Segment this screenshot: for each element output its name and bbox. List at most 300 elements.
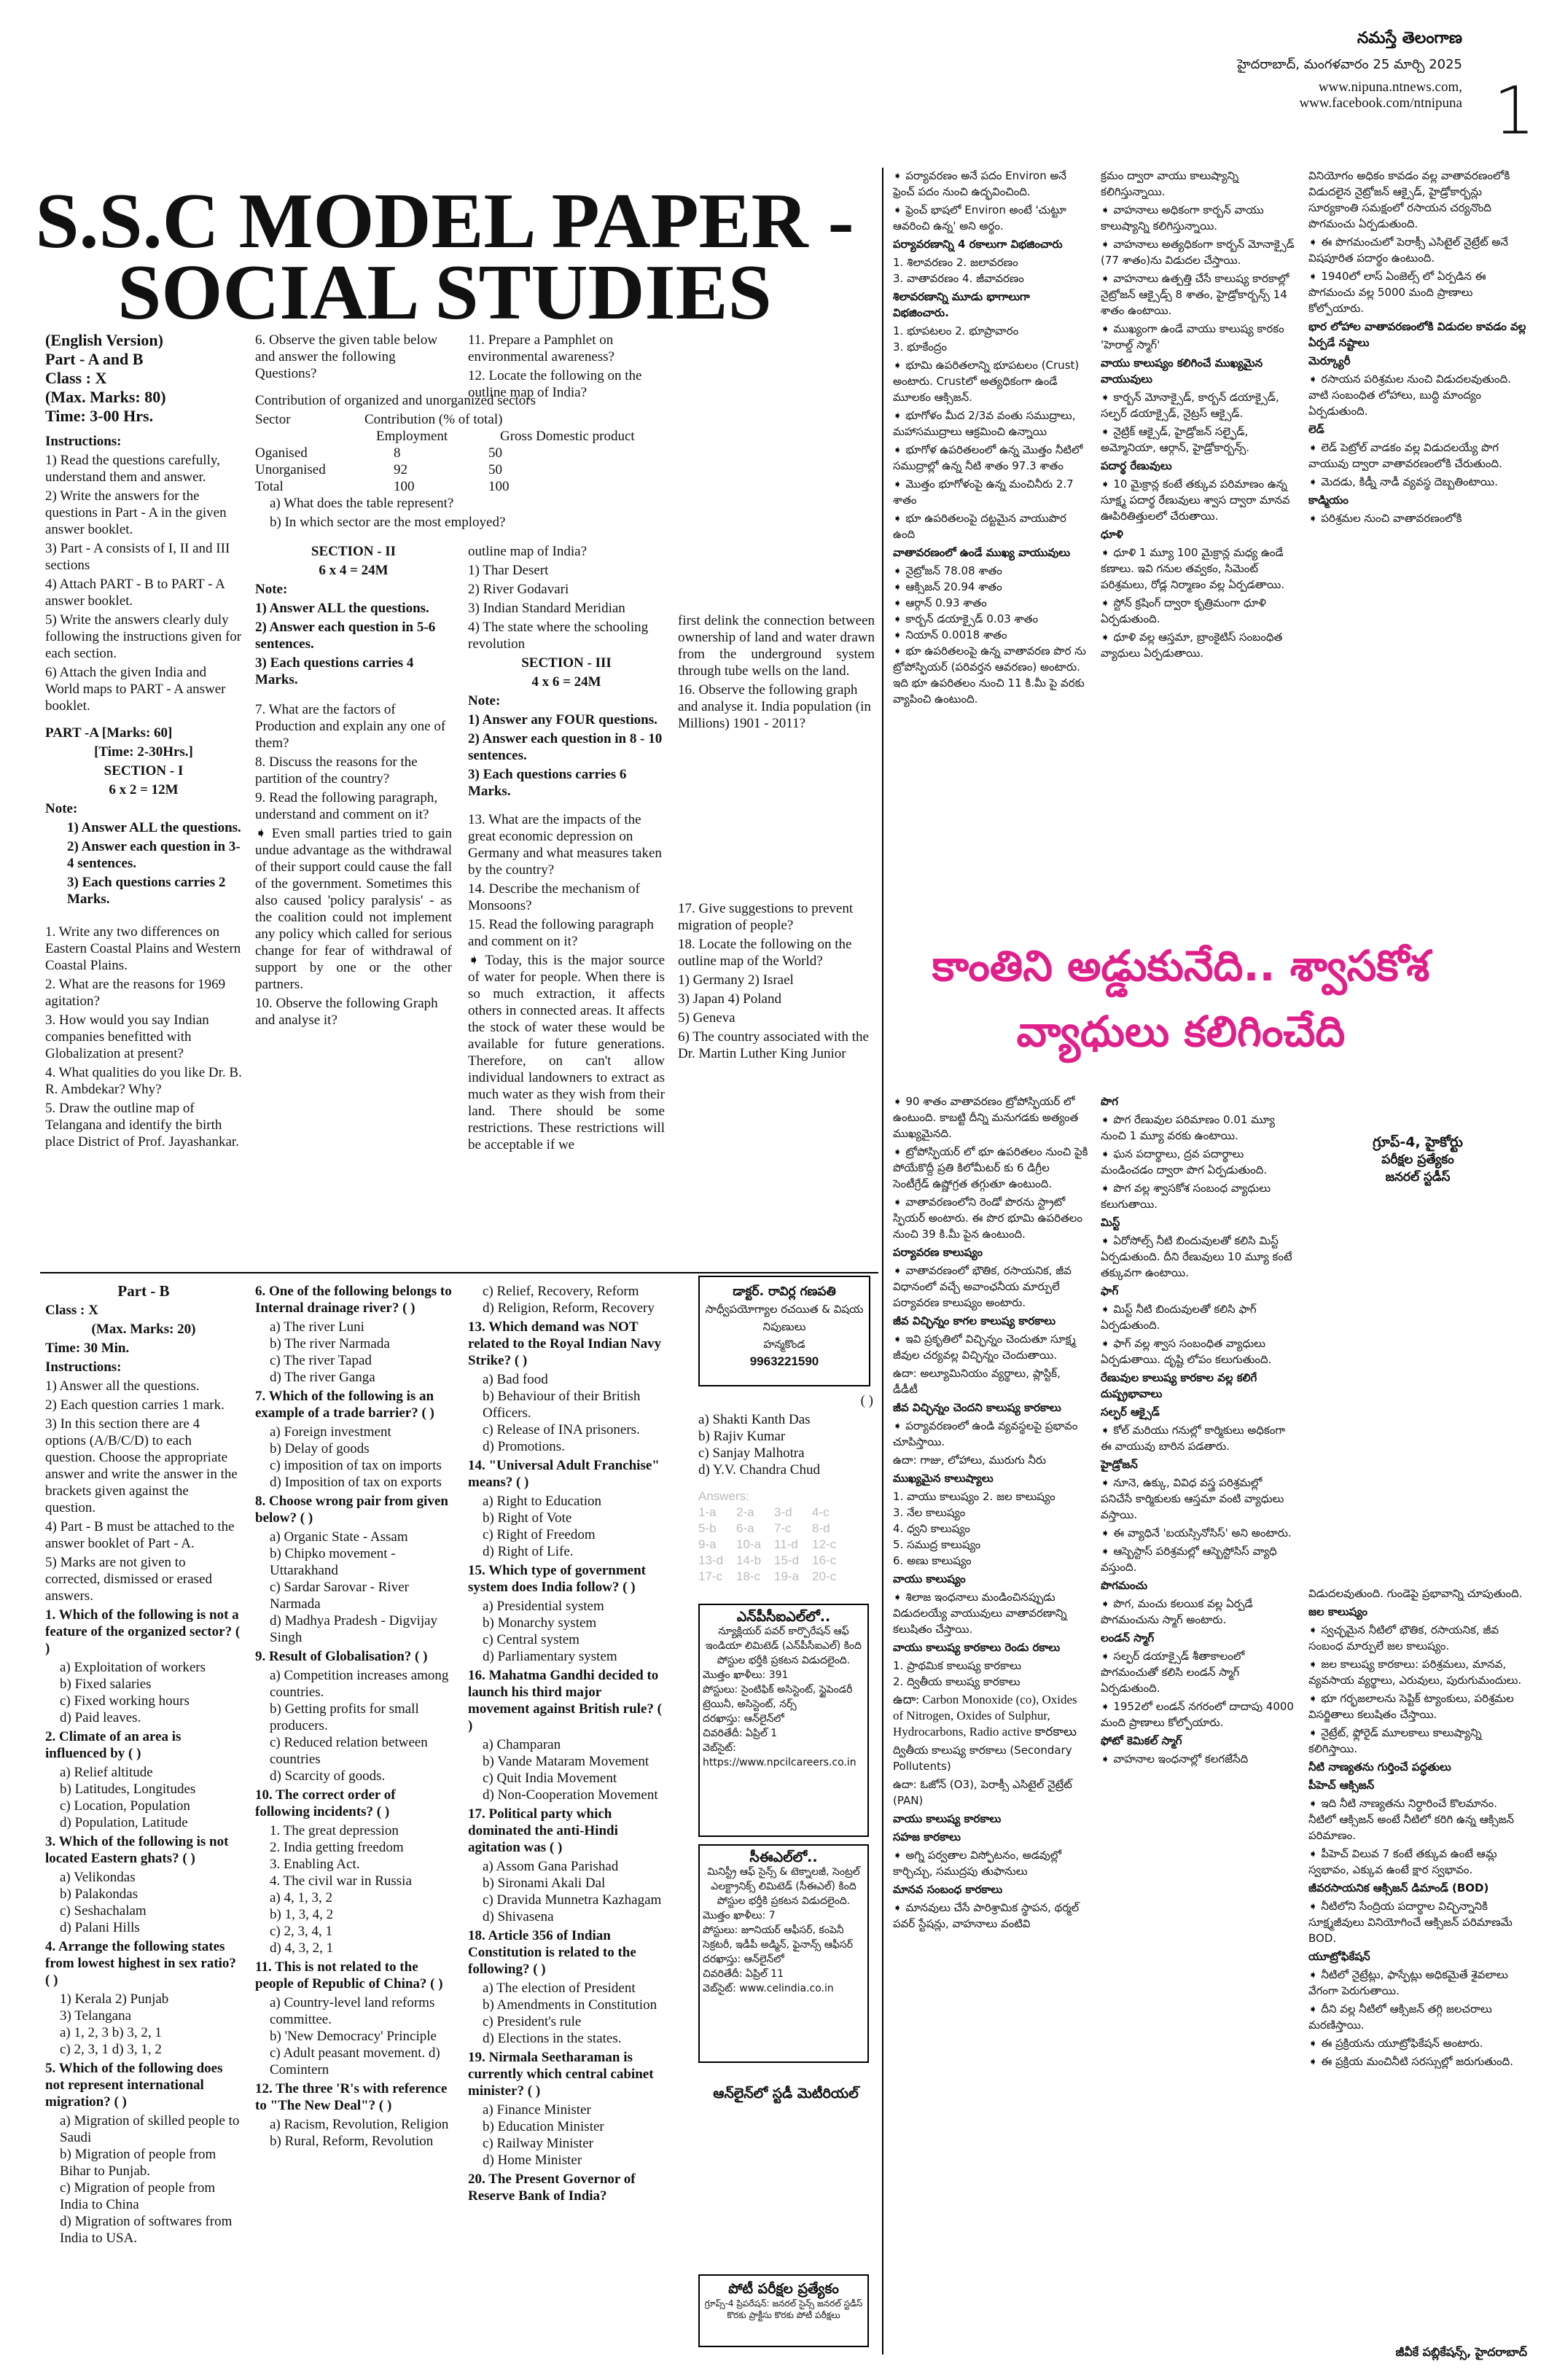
subheading: లెడ్ [1308, 423, 1324, 436]
subheading: ముఖ్యమైన కాలుష్యాలు [893, 1472, 994, 1485]
paragraph-item: ➧ నీటిలోని సేంద్రియ పదార్థాల విచ్ఛిన్నానికి సూక్ష్మజీవులు వినియోగించే ఆక్సిజన్ పరిమాణమే BOD. [1308, 1900, 1513, 1945]
mcq-option: b) Behaviour of their British Officers. [483, 1389, 641, 1421]
note-label: Note: [468, 693, 501, 709]
author-place: హన్మకొండ [763, 1338, 805, 1351]
paragraph-item: ➧ మెదడు, కిడ్నీ నాడీ వ్యవస్థ దెబ్బతింటాయి. [1308, 475, 1498, 488]
subheading: ఫోటో కెమికల్ స్మాగ్ [1101, 1734, 1182, 1747]
mcq-option: b) Chipko movement - Uttarakhand [270, 1546, 396, 1578]
mcq-option: b) Palakondas [60, 1887, 138, 1902]
list-item: 6. అణు కాలుష్యం [893, 1554, 972, 1567]
paragraph-item: ➧ ధూళి 1 మ్యూ 100 మైక్రాన్ల మధ్య ఉండే కణాలు. ఇవి గనుల తవ్వకం, సిమెంట్ పరిశ్రమలు, రోడ్ల నిర్మాణం వల్ల ఏర్పడతాయి. [1101, 546, 1285, 591]
mcq-option: a) Finance Minister [483, 2102, 591, 2118]
mcq-option: c) 2, 3, 1 d) 3, 1, 2 [60, 2042, 162, 2057]
answer: 17-c [698, 1569, 723, 1583]
answer-bracket: ( ) [860, 1393, 873, 1408]
note-label: Note: [255, 582, 288, 597]
answer: 11-d [774, 1537, 798, 1551]
subheading: పర్యావరణ కాలుష్యం [893, 1246, 983, 1259]
table-subquestion: b) In which sector are the most employed? [270, 515, 506, 530]
instruction-item: 2) Write the answers for the questions in Part - A in the given answer booklet. [45, 488, 227, 537]
section-1-title: SECTION - I [104, 763, 184, 779]
mcq-option: 2. India getting freedom [270, 1840, 404, 1855]
time-line: Time: 3-00 Hrs. [45, 407, 154, 425]
column-divider [882, 168, 883, 2354]
mcq-question: 7. Which of the following is an example of a trade barrier? ( ) [255, 1389, 434, 1421]
paragraph-item: ➧ ఘన పదార్థాలు, ద్రవ పదార్థాలు మండించడం ద్వారా పొగ ఏర్పడుతుంది. [1101, 1147, 1268, 1177]
answer-key [698, 1489, 873, 1585]
subheading: యూట్రోఫికేషన్ [1308, 1950, 1370, 1963]
list-item: 1. వాయు కాలుష్యం 2. జల కాలుష్యం [893, 1490, 1055, 1503]
note-item: 3) Each questions carries 6 Marks. [468, 767, 627, 799]
map-item: 1) Thar Desert [468, 563, 549, 578]
subheading: ధూళి [1101, 528, 1123, 541]
paragraph-item: ➧ నైట్రేట్, ఫ్లోరైడ్ మూలకాలు కాలుష్యాన్ని కలిగిస్తాయి. [1308, 1726, 1482, 1755]
part-b-column-2 [255, 1283, 452, 2150]
note-label: Note: [45, 801, 78, 816]
date-line: హైదరాబాద్, మంగళవారం 25 మార్చి 2025 [1237, 57, 1462, 72]
answer: 20-c [812, 1569, 837, 1583]
paragraph-item: ➧ పొగ రేణువుల పరిమాణం 0.01 మ్యూ నుంచి 1 మ్యూ వరకు ఉంటాయి. [1101, 1113, 1275, 1142]
subheading: పొగ [1101, 1095, 1119, 1108]
telugu-column-7 [1308, 168, 1527, 528]
answer: 1-a [698, 1505, 717, 1519]
part-b-marks: (Max. Marks: 20) [91, 1322, 196, 1337]
list-item: 2. ద్వితీయ కాలుష్య కారకాలు [893, 1675, 1021, 1688]
answer: 3-d [774, 1505, 792, 1519]
list-item: పోస్టులు: జూనియర్ ఆఫీసర్, కంపెనీ సెక్రటరీ, ఇడీపీ అడ్మిన్, ఫైనాన్స్ ఆఫీసర్ [703, 1924, 853, 1951]
contribution-table [255, 392, 678, 533]
subheading: మానవ సంబంధ కారకాలు [893, 1883, 1003, 1896]
table-header: Sector [255, 412, 291, 427]
mcq-option: d) Religion, Reform, Recovery [483, 1300, 655, 1316]
instructions-label: Instructions: [45, 1359, 122, 1375]
list-item: ➧ కార్బన్ డయాక్సైడ్ 0.03 శాతం [893, 612, 1039, 625]
mcq-option: a) Relief altitude [60, 1765, 153, 1780]
paragraph-item: ➧ వాహనాలు ఉత్పత్తి చేసే కాలుష్య కారకాల్లో నైట్రోజన్ ఆక్సైడ్స్ 8 శాతం, హైడ్రోకార్బన్స్ 14 శాతం ఉంటాయి. [1101, 272, 1289, 317]
paragraph-item: ➧ వాహనాలు అధికంగా కార్బన్ వాయు కాలుష్యాన్ని కలిగిస్తున్నాయి. [1101, 203, 1264, 233]
parts-line: Part - A and B [45, 350, 144, 368]
answer: 14-b [736, 1553, 762, 1567]
mcq-question: 12. The three 'R's with reference to "The New Deal"? ( ) [255, 2081, 448, 2113]
subheading: భార లోహాల వాతావరణంలోకి విడుదల కావడం వల్ల ఏర్పడే నష్టాలు [1308, 320, 1526, 349]
section-3-marks: 4 x 6 = 24M [531, 674, 601, 690]
npcil-intro: న్యూక్లియర్ పవర్ కార్పొరేషన్ ఆఫ్ ఇండియా లిమిటెడ్ (ఎన్‌పీసీఐఎల్) కింది పోస్టుల భర్తీకి ప్రకటన విడుదలైంది. [705, 1626, 862, 1666]
mcq-question: 1. Which of the following is not a feature of the organized sector? ( ) [45, 1607, 241, 1656]
table-cell: 100 [394, 479, 415, 494]
paragraph-item: ➧ అగ్ని పర్వతాల విస్ఫోటనం, అడవుల్లో కార్చిచ్చు, సముద్రపు తుఫానులు [893, 1849, 1062, 1878]
mcq-option: a) Assom Gana Parishad [483, 1859, 619, 1874]
mcq-option: d) 4, 3, 2, 1 [270, 1940, 334, 1956]
mcq-question: 2. Climate of an area is influenced by ( ) [45, 1729, 182, 1761]
subheading: వాయు కాలుష్యం [893, 1572, 966, 1585]
mcq-question: 6. One of the following belongs to Internal drainage river? ( ) [255, 1284, 452, 1316]
mcq-option: a) Presidential system [483, 1599, 604, 1614]
mcq-option: d) Imposition of tax on exports [270, 1475, 442, 1490]
answer: 4-c [812, 1505, 830, 1519]
question-item: 9. Read the following paragraph, understand and comment on it? [255, 790, 438, 822]
subheading: లండన్ స్మాగ్ [1101, 1631, 1155, 1644]
group-line-2: పరీక్షల ప్రత్యేకం [1381, 1152, 1454, 1167]
answer: 7-c [774, 1521, 792, 1535]
question-item: outline map of India? [468, 544, 588, 559]
author-name: డాక్టర్. రావిర్ల గణపతి [733, 1284, 836, 1299]
list-item: చివరితేదీ: ఏప్రిల్ 1 [703, 1728, 778, 1739]
paragraph-item: ➧ ఏరోసోల్స్ నీటి బిందువులతో కలిసి మిస్ట్ ఏర్పడుతుంది. దీని రేణువులు 10 మ్యూ కంటే తక్కువగా ఉంటాయి. [1101, 1234, 1292, 1279]
npcil-notice [698, 1604, 869, 1837]
map-item: 1) Germany 2) Israel [678, 972, 794, 988]
mcq-option: b) Latitudes, Longitudes [60, 1782, 196, 1797]
question-item: 16. Observe the following graph and analyse it. India population (in Millions) 1901 - 2011? [678, 682, 871, 731]
mcq-option: c) Central system [483, 1632, 580, 1647]
question-item: 3. How would you say Indian companies benefitted with Globalization at present? [45, 1013, 209, 1061]
mcq-option: c) Quit India Movement [483, 1771, 617, 1786]
mcq-question: 20. The Present Governor of Reserve Bank of India? [468, 2172, 636, 2204]
publisher-credit: జీవీకే పబ్లికేషన్స్, హైదరాబాద్ [1395, 2345, 1527, 2359]
mcq-option: c) Migration of people from India to China [60, 2180, 216, 2212]
instruction-item: 3) In this section there are 4 options (A/B/C/D) to each question. Choose the appropriate answer and write the answer in the brackets given against the question. [45, 1416, 238, 1515]
paper-name: నమస్తే తెలంగాణ [1357, 29, 1462, 47]
paragraph-item: ➧ శిలాజ ఇంధనాలు మండించినప్పుడు విడుదలయ్యే వాయువులు వాతావరణాన్ని కలుషితం చేస్తాయి. [893, 1591, 1067, 1636]
part-b-column-4 [698, 1392, 873, 1478]
mcq-option: d) Parliamentary system [483, 1649, 617, 1664]
answer: 15-d [774, 1553, 800, 1567]
competitive-exams-box [698, 2274, 869, 2347]
mcq-option: b) Rural, Reform, Revolution [270, 2134, 434, 2149]
answer: 16-c [812, 1553, 837, 1567]
subheading: వాయు కాలుష్య కారకాలు [893, 1812, 1002, 1825]
mcq-option: b) Vande Mataram Movement [483, 1754, 649, 1769]
mcq-question: 19. Nirmala Seetharaman is currently which central cabinet minister? ( ) [468, 2050, 654, 2099]
note-item: 3) Each questions carries 2 Marks. [67, 875, 226, 907]
table-cell: Unorganised [255, 462, 326, 477]
group-line-1: గ్రూప్-4, హైకోర్టు [1373, 1134, 1463, 1150]
telugu-column-6 [1101, 168, 1296, 663]
mcq-option: d) Shivasena [483, 1909, 554, 1924]
mcq-option: a) Exploitation of workers [60, 1660, 206, 1675]
mcq-option: c) Seshachalam [60, 1903, 147, 1919]
list-item: దరఖాస్తు: ఆన్‌లైన్‌లో [703, 1713, 784, 1725]
paragraph-item: ➧ Even small parties tried to gain undue advantage as the withdrawal of their support could cause the fall of the government. Sometimes this also caused 'policy paralysis' - as the coalition could not implement any policy which called for serious change for fear of withdrawal of support by one or the other partners. [255, 826, 452, 992]
mcq-option: a) The election of President [483, 1981, 636, 1996]
list-item: 3. నేల కాలుష్యం [893, 1506, 966, 1519]
paragraph-item: ➧ రసాయన పరిశ్రమల నుంచి విడుదలవుతుంది. వాటి సంబంధిత లోహాలు, బుద్ధి మాంద్యం ఏర్పడుతుంది. [1308, 372, 1511, 418]
paragraph-item: ➧ నైట్రిక్ ఆక్సైడ్, హైడ్రోజన్ సల్ఫైడ్, అమ్మోనియా, ఆర్గాన్, హైడ్రోకార్బన్స్. [1101, 425, 1250, 454]
note-item: 1) Answer any FOUR questions. [468, 712, 657, 727]
paragraph-item: ➧ 1952లో లండన్ నగరంలో దాదాపు 4000 మంది ప్రాణాలు కోల్పోయారు. [1101, 1700, 1294, 1729]
list-item[interactable]: వెబ్‌సైట్: https://www.npcilcareers.co.in [703, 1742, 856, 1768]
cel-title: సీఈఎల్‌లో.. [749, 1849, 818, 1865]
answer: 19-a [774, 1569, 800, 1583]
paragraph-item: ➧ భూ ఉపరితలంపై ఉన్న వాతావరణ పొర ను ట్రోపోస్ఫియర్ (పరివర్తన ఆవరణం) అంటారు. ఇది భూ ఉపరితలం నుంచి 11 కి.మీ పై వరకు వ్యాపించి ఉంటుంది. [893, 644, 1086, 706]
list-item: మొత్తం ఖాళీలు: 7 [703, 1910, 776, 1921]
instruction-item: 4) Part - B must be attached to the answer booklet of Part - A. [45, 1519, 235, 1551]
paragraph-item: ➧ 1940లో లాస్ ఏంజెల్స్ లో ఏర్పడిన ఈ పొగమంచు వల్ల 5000 మంది ప్రాణాలు కోల్పోయారు. [1308, 270, 1486, 315]
table-cell: 92 [394, 462, 407, 477]
mcq-option: b) Migration of people from Bihar to Punjab. [60, 2147, 216, 2179]
instruction-item: 3) Part - A consists of I, II and III sections [45, 541, 230, 573]
mcq-option: c) 2, 3, 4, 1 [270, 1924, 333, 1939]
question-item: 12. Locate the following on the outline map of India? [468, 368, 642, 400]
paragraph-item: ➧ ఈ వ్యాధినే 'బయస్సినోసిస్' అని అంటారు. [1101, 1526, 1292, 1540]
question-item: 6. Observe the given table below and answer the following Questions? [255, 332, 438, 381]
mcq-question: 16. Mahatma Gandhi decided to launch his third major movement against British rule? ( ) [468, 1668, 662, 1733]
table-cell: 8 [394, 445, 401, 461]
telugu-column-5-lower [893, 1093, 1088, 1934]
paragraph-item: ➧ దీని వల్ల నీటిలో ఆక్సిజన్ తగ్గి జలచరాలు మరణిస్తాయి. [1308, 2002, 1492, 2032]
mcq-option: b) Delay of goods [270, 1441, 370, 1456]
subheading: రేణువుల కాలుష్య కారకాల వల్ల కలిగే దుష్ప్రభావాలు [1101, 1371, 1257, 1400]
mcq-question: 8. Choose wrong pair from given below? ( ) [255, 1494, 448, 1526]
map-item: 6) The country associated with the Dr. Martin Luther King Junior [678, 1029, 869, 1061]
paragraph-item: ➧ స్వచ్ఛమైన నీటిలో భౌతిక, రసాయనిక, జీవ సంబంధ మార్పులే జల కాలుష్యం. [1308, 1623, 1499, 1653]
paragraph-item: ద్వితీయ కాలుష్య కారకాలు (Secondary Pollutents) [893, 1744, 1072, 1773]
mcq-option: d) Population, Latitude [60, 1815, 188, 1830]
paragraph-item: వినియోగం అధికం కావడం వల్ల వాతావరణంలోకి విడుదలైన నైట్రోజన్ ఆక్సైడ్, హైడ్రోకార్బన్లు సూర్యకాంతి సమక్షంలో రసాయన చర్యనొంది పొగమంచు ఏర్పడుతుంది. [1308, 169, 1510, 230]
facebook-link[interactable]: www.facebook.com/ntnipuna [1299, 95, 1462, 111]
section-3-block [468, 543, 665, 1155]
subheading: మెర్క్యూరీ [1308, 354, 1351, 367]
question-item: 8. Discuss the reasons for the partition of the country? [255, 754, 418, 787]
mcq-option: b) 'New Democracy' Principle [270, 2029, 437, 2044]
instruction-item: 1) Answer all the questions. [45, 1378, 200, 1394]
subheading: పొగమంచు [1101, 1579, 1148, 1592]
paragraph-item: ➧ కోల్ మరియు గనుల్లో కార్మికులు అధికంగా ఈ వాయువు బారిన పడతారు. [1101, 1424, 1286, 1453]
paragraph-item: ➧ 10 మైక్రాన్ల కంటే తక్కువ పరిమాణం ఉన్న సూక్ష్మ పదార్థ రేణువులు శ్వాస ద్వారా మానవ ఊపిరితిత్తులలో చేరుతాయి. [1101, 477, 1290, 523]
paragraph-item: ➧ ఇది నీటి నాణ్యతను నిర్ధారించే కొలమానం. నీటిలో ఆక్సిజన్ అంటే నీటిలో కరిగి ఉన్న ఆక్సిజన్ పరిమాణం. [1308, 1797, 1515, 1842]
mcq-option: a) Velikondas [60, 1870, 136, 1885]
mcq-option: d) Scarcity of goods. [270, 1768, 386, 1784]
table-cell: 50 [488, 462, 502, 477]
instruction-item: 6) Attach the given India and World maps to PART - A answer booklet. [45, 665, 226, 714]
map-item: 4) The state where the schooling revolution [468, 620, 649, 652]
note-item: 2) Answer each question in 3-4 sentences. [67, 839, 241, 871]
paragraph-item: ➧ పరిశ్రమల నుంచి వాతావరణంలోకి [1308, 512, 1462, 525]
paragraph-item: ➧ పర్యావరణంలో ఉండి వ్యవస్థలపై ప్రభావం చూపిస్తాయి. [893, 1419, 1078, 1448]
answer: 5-b [698, 1521, 717, 1535]
subheading: జీవరసాయనిక ఆక్సిజన్ డిమాండ్ (BOD) [1308, 1881, 1489, 1895]
mcq-option: b) Sironami Akali Dal [483, 1876, 606, 1891]
subheading: పీహెచ్ ఆక్సిజన్ [1308, 1779, 1375, 1792]
paragraph-item: ➧ భూగోళం మీద 2/3వ వంతు సముద్రాలు, మహాసముద్రాలు ఆక్రమించి ఉన్నాయి [893, 409, 1076, 438]
paragraph-item: ➧ ఫ్రెంచ్ భాషలో Environ అంటే 'చుట్టూ ఆవరించి ఉన్న' అని అర్థం. [893, 203, 1066, 233]
question-item: 5. Draw the outline map of Telangana and identify the birth place District of Prof. Jayashankar. [45, 1101, 239, 1150]
map-item: 5) Geneva [678, 1010, 735, 1026]
list-item: పోస్టులు: సైంటిఫిక్ అసిస్టెంట్, స్టైపెండరీ ట్రెయినీ, అసిస్టెంట్, నర్స్ [703, 1684, 853, 1710]
part-b-time: Time: 30 Min. [45, 1341, 130, 1356]
list-item: ➧ నియాన్ 0.0018 శాతం [893, 628, 1007, 641]
mcq-option: a) Competition increases among countries. [270, 1668, 449, 1700]
paragraph-item: విడుదలవుతుంది. గుండెపై ప్రభావాన్ని చూపుతుంది. [1308, 1587, 1523, 1600]
paragraph-item: ➧ ధూళి వల్ల ఆస్తమా, బ్రాంకైటిస్ సంబంధిత వ్యాధులు ఏర్పడుతాయి. [1101, 631, 1283, 660]
mcq-option: a) Racism, Revolution, Religion [270, 2117, 449, 2132]
paragraph-item: ➧ Today, this is the major source of water for people. When there is so much extraction, it affects others in connected areas. It affects the stock of water these would be available for future generations. Therefore, on can't allow individual landowners to extract as much water as they wish from their land. There should be some restrictions. These restrictions will be acceptable if we [468, 953, 665, 1152]
subheading: వాతావరణంలో ఉండే ముఖ్య వాయువులు [893, 546, 1071, 559]
list-item: 4. ధ్వని కాలుష్యం [893, 1522, 970, 1535]
subheading: శిలావరణాన్ని మూడు భాగాలుగా విభజించారు. [893, 290, 1030, 319]
table-title: Contribution of organized and unorganized sectors [255, 393, 536, 408]
paragraph-item: ➧ మానవులు చేసే పారిశ్రామిక స్థాపన, థర్మల్ పవర్ స్టేషన్లు, వాహనాలు వంటివి [893, 1901, 1080, 1930]
mcq-option: c) Dravida Munnetra Kazhagam [483, 1892, 662, 1908]
paragraph-item: ➧ ఈ ప్రక్రియ మంచినీటి సరస్సుల్లో జరుగుతుంది. [1308, 2055, 1513, 2068]
table-subquestion: a) What does the table represent? [270, 496, 454, 511]
paragraph-item: ఉదా: Carbon Monoxide (co), Oxides of Nitrogen, Oxides of Sulphur, Hydrocarbons, Radio active కారకాలు [893, 1693, 1077, 1739]
section-3-column [468, 332, 665, 403]
headline-line-2: వ్యాధులు కలిగించేది [1016, 1007, 1346, 1056]
mcq-option: c) Right of Freedom [483, 1527, 596, 1542]
section-2-marks: 6 x 4 = 24M [319, 563, 389, 578]
paragraph-item: ➧ మిస్ట్ నీటి బిందువులతో కలిసి ఫాగ్ ఏర్పడుతుంది. [1101, 1303, 1257, 1332]
telugu-column-7-lower [1308, 1585, 1527, 2072]
paragraph-item: ➧ వాతావరణంలో భౌతిక, రసాయనిక, జీవ విధానంలో వచ్చే అవాంఛనీయ మార్పులే పర్యావరణ కాలుష్యం అంటారు. [893, 1264, 1072, 1309]
subheading: సల్ఫర్ ఆక్సైడ్ [1101, 1405, 1160, 1419]
mcq-option: d) Madhya Pradesh - Digvijay Singh [270, 1613, 438, 1645]
note-item: 2) Answer each question in 5-6 sentences. [255, 620, 436, 652]
class-line: Class : X [45, 369, 107, 387]
subheading: పర్యావరణాన్ని 4 రకాలుగా విభజించారు [893, 238, 1063, 251]
mcq-option: 3. Enabling Act. [270, 1857, 360, 1872]
max-marks-line: (Max. Marks: 80) [45, 388, 166, 406]
instructions-label: Instructions: [45, 434, 122, 449]
instruction-item: 1) Read the questions carefully, understand them and answer. [45, 453, 220, 485]
subheading: జీవ విచ్ఛిన్నం చెందని కాలుష్య కారకాలు [893, 1401, 1061, 1414]
group-line-3: జనరల్ స్టడీస్ [1385, 1170, 1451, 1185]
section-2-column [255, 332, 452, 384]
list-item: మొత్తం ఖాళీలు: 391 [703, 1669, 789, 1681]
question-item: 4. What qualities do you like Dr. B. R. Ambdekar? Why? [45, 1065, 242, 1097]
part-b-column-3 [468, 1283, 665, 2207]
version-line: (English Version) [45, 331, 163, 349]
paragraph-item: ➧ మొత్తం భూగోళంపై ఉన్న మంచినీరు 2.7 శాతం [893, 477, 1074, 507]
mcq-option: d) Non-Cooperation Movement [483, 1787, 658, 1803]
online-study-material: ఆన్‌లైన్‌లో స్టడీ మెటీరియల్ [713, 2086, 859, 2102]
map-item: 2) River Godavari [468, 582, 569, 597]
table-header: Gross Domestic product [500, 429, 635, 444]
mcq-option: a) Organic State - Assam [270, 1529, 408, 1545]
part-b-title: Part - B [117, 1282, 170, 1300]
author-box [698, 1276, 870, 1386]
paragraph-item: ➧ ఆస్బెస్టాస్ పరిశ్రమల్లో ఆస్బెస్టోసిస్ వ్యాధి వస్తుంది. [1101, 1545, 1277, 1574]
subheading: జల కాలుష్యం [1308, 1605, 1368, 1618]
paragraph-item: ➧ భూ గర్భజలాలను సెప్టిక్ ట్యాంకులు, పరిశ్రమల విసర్జితాలు కలుషితం చేస్తాయి. [1308, 1692, 1514, 1721]
mcq-option: a) Bad food [483, 1372, 548, 1387]
part-b-class: Class : X [45, 1303, 98, 1318]
mcq-option: b) Monarchy system [483, 1615, 597, 1631]
mcq-option: c) Release of INA prisoners. [483, 1422, 640, 1437]
answer: 6-a [736, 1521, 754, 1535]
mcq-option: c) The river Tapad [270, 1353, 372, 1368]
mcq-option: d) Paid leaves. [60, 1710, 141, 1725]
website-link[interactable]: www.nipuna.ntnews.com, [1318, 79, 1462, 95]
subheading: కాడ్మియం [1308, 493, 1349, 507]
mcq-question: 9. Result of Globalisation? ( ) [255, 1649, 428, 1664]
section-2-title: SECTION - II [311, 544, 397, 559]
note-item: 1) Answer ALL the questions. [255, 601, 429, 616]
paragraph-item: ➧ సల్ఫర్ డయాక్సైడ్ శీతాకాలంలో పొగమంచుతో కలిసి లండన్ స్మాగ్ ఏర్పడుతుంది. [1101, 1650, 1245, 1695]
mcq-option: b) The river Narmada [270, 1336, 390, 1351]
paragraph-item: ➧ స్టోన్ క్రషింగ్ ద్వారా కృత్రిమంగా ధూళి ఏర్పడుతుంది. [1101, 596, 1266, 625]
masthead [1098, 29, 1462, 112]
mcq-question: 17. Political party which dominated the anti-Hindi agitation was ( ) [468, 1806, 618, 1855]
telugu-column-5 [893, 168, 1088, 709]
instruction-item: 2) Each question carries 1 mark. [45, 1397, 225, 1413]
mcq-option: 4. The civil war in Russia [270, 1873, 412, 1889]
list-item: 1. భూపటలం 2. భూప్రావారం [893, 324, 1019, 338]
table-cell: Total [255, 479, 284, 494]
section-3-continued-2 [678, 900, 875, 1064]
table-cell: Oganised [255, 445, 308, 461]
paragraph-item: ➧ ఈ ప్రక్రియను యూట్రోఫికేషన్ అంటారు. [1308, 2037, 1483, 2050]
subheading: సహజ కారకాలు [893, 1830, 961, 1843]
page-number: 1 [1493, 73, 1535, 149]
question-item: 17. Give suggestions to prevent migration of people? [678, 901, 854, 933]
telugu-column-6-lower [1101, 1093, 1296, 1769]
paragraph-item: ➧ ఈ పొగమంచులో పెరాక్సీ ఎసిటైల్ నైట్రేట్ అనే విషపూరిత పదార్థం ఉంటుంది. [1308, 235, 1508, 265]
paragraph-item: ఉదా: గాజు, లోహాలు, మురుగు నీరు [893, 1454, 1047, 1467]
part-b-column-1 [45, 1283, 242, 2249]
part-a-marks: PART -A [Marks: 60] [45, 725, 173, 741]
mcq-option: d) Palani Hills [60, 1920, 140, 1935]
mcq-question: 13. Which demand was NOT related to the Royal Indian Navy Strike? ( ) [468, 1319, 662, 1368]
paragraph-item: ➧ వాతావరణంలోని రెండో పొరను స్ట్రాటో స్ఫియర్ అంటారు. ఈ పొర భూమి ఉపరితలం నుంచి 39 కి.మీ పైన ఉంటుంది. [893, 1195, 1083, 1241]
mcq-option: b) Right of Vote [483, 1510, 572, 1526]
mcq-question: 3. Which of the following is not located Eastern ghats? ( ) [45, 1834, 229, 1866]
question-item: 18. Locate the following on the outline map of the World? [678, 937, 852, 969]
map-item: 3) Japan 4) Poland [678, 991, 781, 1007]
mcq-option: a) The river Luni [270, 1319, 364, 1335]
instruction-item: 4) Attach PART - B to PART - A answer booklet. [45, 577, 225, 609]
note-item: 3) Each questions carries 4 Marks. [255, 655, 414, 687]
section-2-block [255, 543, 452, 1031]
answer: 12-c [812, 1537, 837, 1551]
mcq-option: 3) Telangana [60, 2008, 132, 2024]
mcq-option: c) Sardar Sarovar - River Narmada [270, 1580, 409, 1612]
paragraph-item: ➧ ఫాగ్ వల్ల శ్వాస సంబంధిత వ్యాధులు ఏర్పడుతాయి. దృష్టి లోపం కలుగుతుంది. [1101, 1337, 1272, 1366]
paragraph-item: ➧ ట్రోపోస్ఫియర్ లో భూ ఉపరితలం నుంచి పైకి పోయేకొద్దీ ప్రతి కిలోమీటర్ కు 6 డిగ్రీల సెంటీగ్రేడ్ ఉష్ణోగ్రత తగ్గుతూ ఉంటుంది. [893, 1145, 1088, 1190]
answer: 2-a [736, 1505, 754, 1519]
list-item: ➧ నైట్రోజన్ 78.08 శాతం [893, 564, 1002, 577]
mcq-option: d) Home Minister [483, 2153, 582, 2168]
mcq-question: 15. Which type of government system does India follow? ( ) [468, 1563, 646, 1595]
mcq-option: c) Location, Population [60, 1798, 190, 1814]
mcq-option: b) Amendments in Constitution [483, 1997, 657, 2013]
question-item: 13. What are the impacts of the great economic depression on Germany and what measures taken by the country? [468, 812, 662, 878]
paragraph-item: ఉదా: ఓజోన్ (O3), పెరాక్సీ ఎసిటైల్ నైట్రేట్ (PAN) [893, 1778, 1072, 1807]
mcq-option: c) Adult peasant movement. d) Comintern [270, 2045, 440, 2077]
table-cell: 100 [488, 479, 510, 494]
mcq-option: a) Champaran [483, 1737, 561, 1752]
group-exam-box [1319, 1134, 1516, 1186]
paragraph-item: ➧ భూగోళ ఉపరితలంలో ఉన్న మొత్తం నీటిలో సముద్రాల్లో ఉన్న నీటి శాతం 97.3 శాతం [893, 443, 1083, 472]
section-1-marks: 6 x 2 = 12M [109, 782, 179, 797]
part-a-column [45, 332, 242, 1152]
mcq-question: 10. The correct order of following incidents? ( ) [255, 1787, 396, 1819]
mcq-option: b) Getting profits for small producers. [270, 1701, 419, 1733]
mcq-option: a) Right to Education [483, 1494, 602, 1509]
section-3-continued [678, 612, 875, 734]
list-item: 3. వాతావరణం 4. జీవావరణం [893, 272, 1024, 285]
competitive-text: గ్రూప్స్-4 ప్రిపరేషన్: జనరల్ సైన్స్ జనరల్ స్టడీస్ కొరకు ప్రాక్టీసు కొరకు పోటీ పరీక్షలు [704, 2298, 863, 2320]
question-item: 10. Observe the following Graph and analyse it? [255, 996, 438, 1028]
list-item[interactable]: వెబ్‌సైట్: www.celindia.co.in [703, 1983, 834, 1994]
table-cell: 50 [488, 445, 502, 461]
table-header: Contribution (% of total) [364, 412, 503, 427]
paragraph-item: ➧ పొగ వల్ల శ్వాసకోశ సంబంధ వ్యాధులు కలుగుతాయి. [1101, 1182, 1271, 1211]
paragraph-item: ➧ జల కాలుష్య కారకాలు: పరిశ్రమలు, మానవ, వ్యవసాయ వ్యర్థాలు, ఎరువులు, పురుగుమందులు. [1308, 1658, 1522, 1687]
paragraph-item: క్రమం ద్వారా వాయు కాలుష్యాన్ని కలిగిస్తున్నాయి. [1101, 169, 1239, 198]
mcq-option: c) Fixed working hours [60, 1693, 190, 1709]
paragraph-item: ఉదా: అల్యూమినియం వ్యర్థాలు, ప్లాస్టిక్, డీడీటీ [893, 1367, 1061, 1396]
mcq-option: a) Migration of skilled people to Saudi [60, 2113, 240, 2145]
